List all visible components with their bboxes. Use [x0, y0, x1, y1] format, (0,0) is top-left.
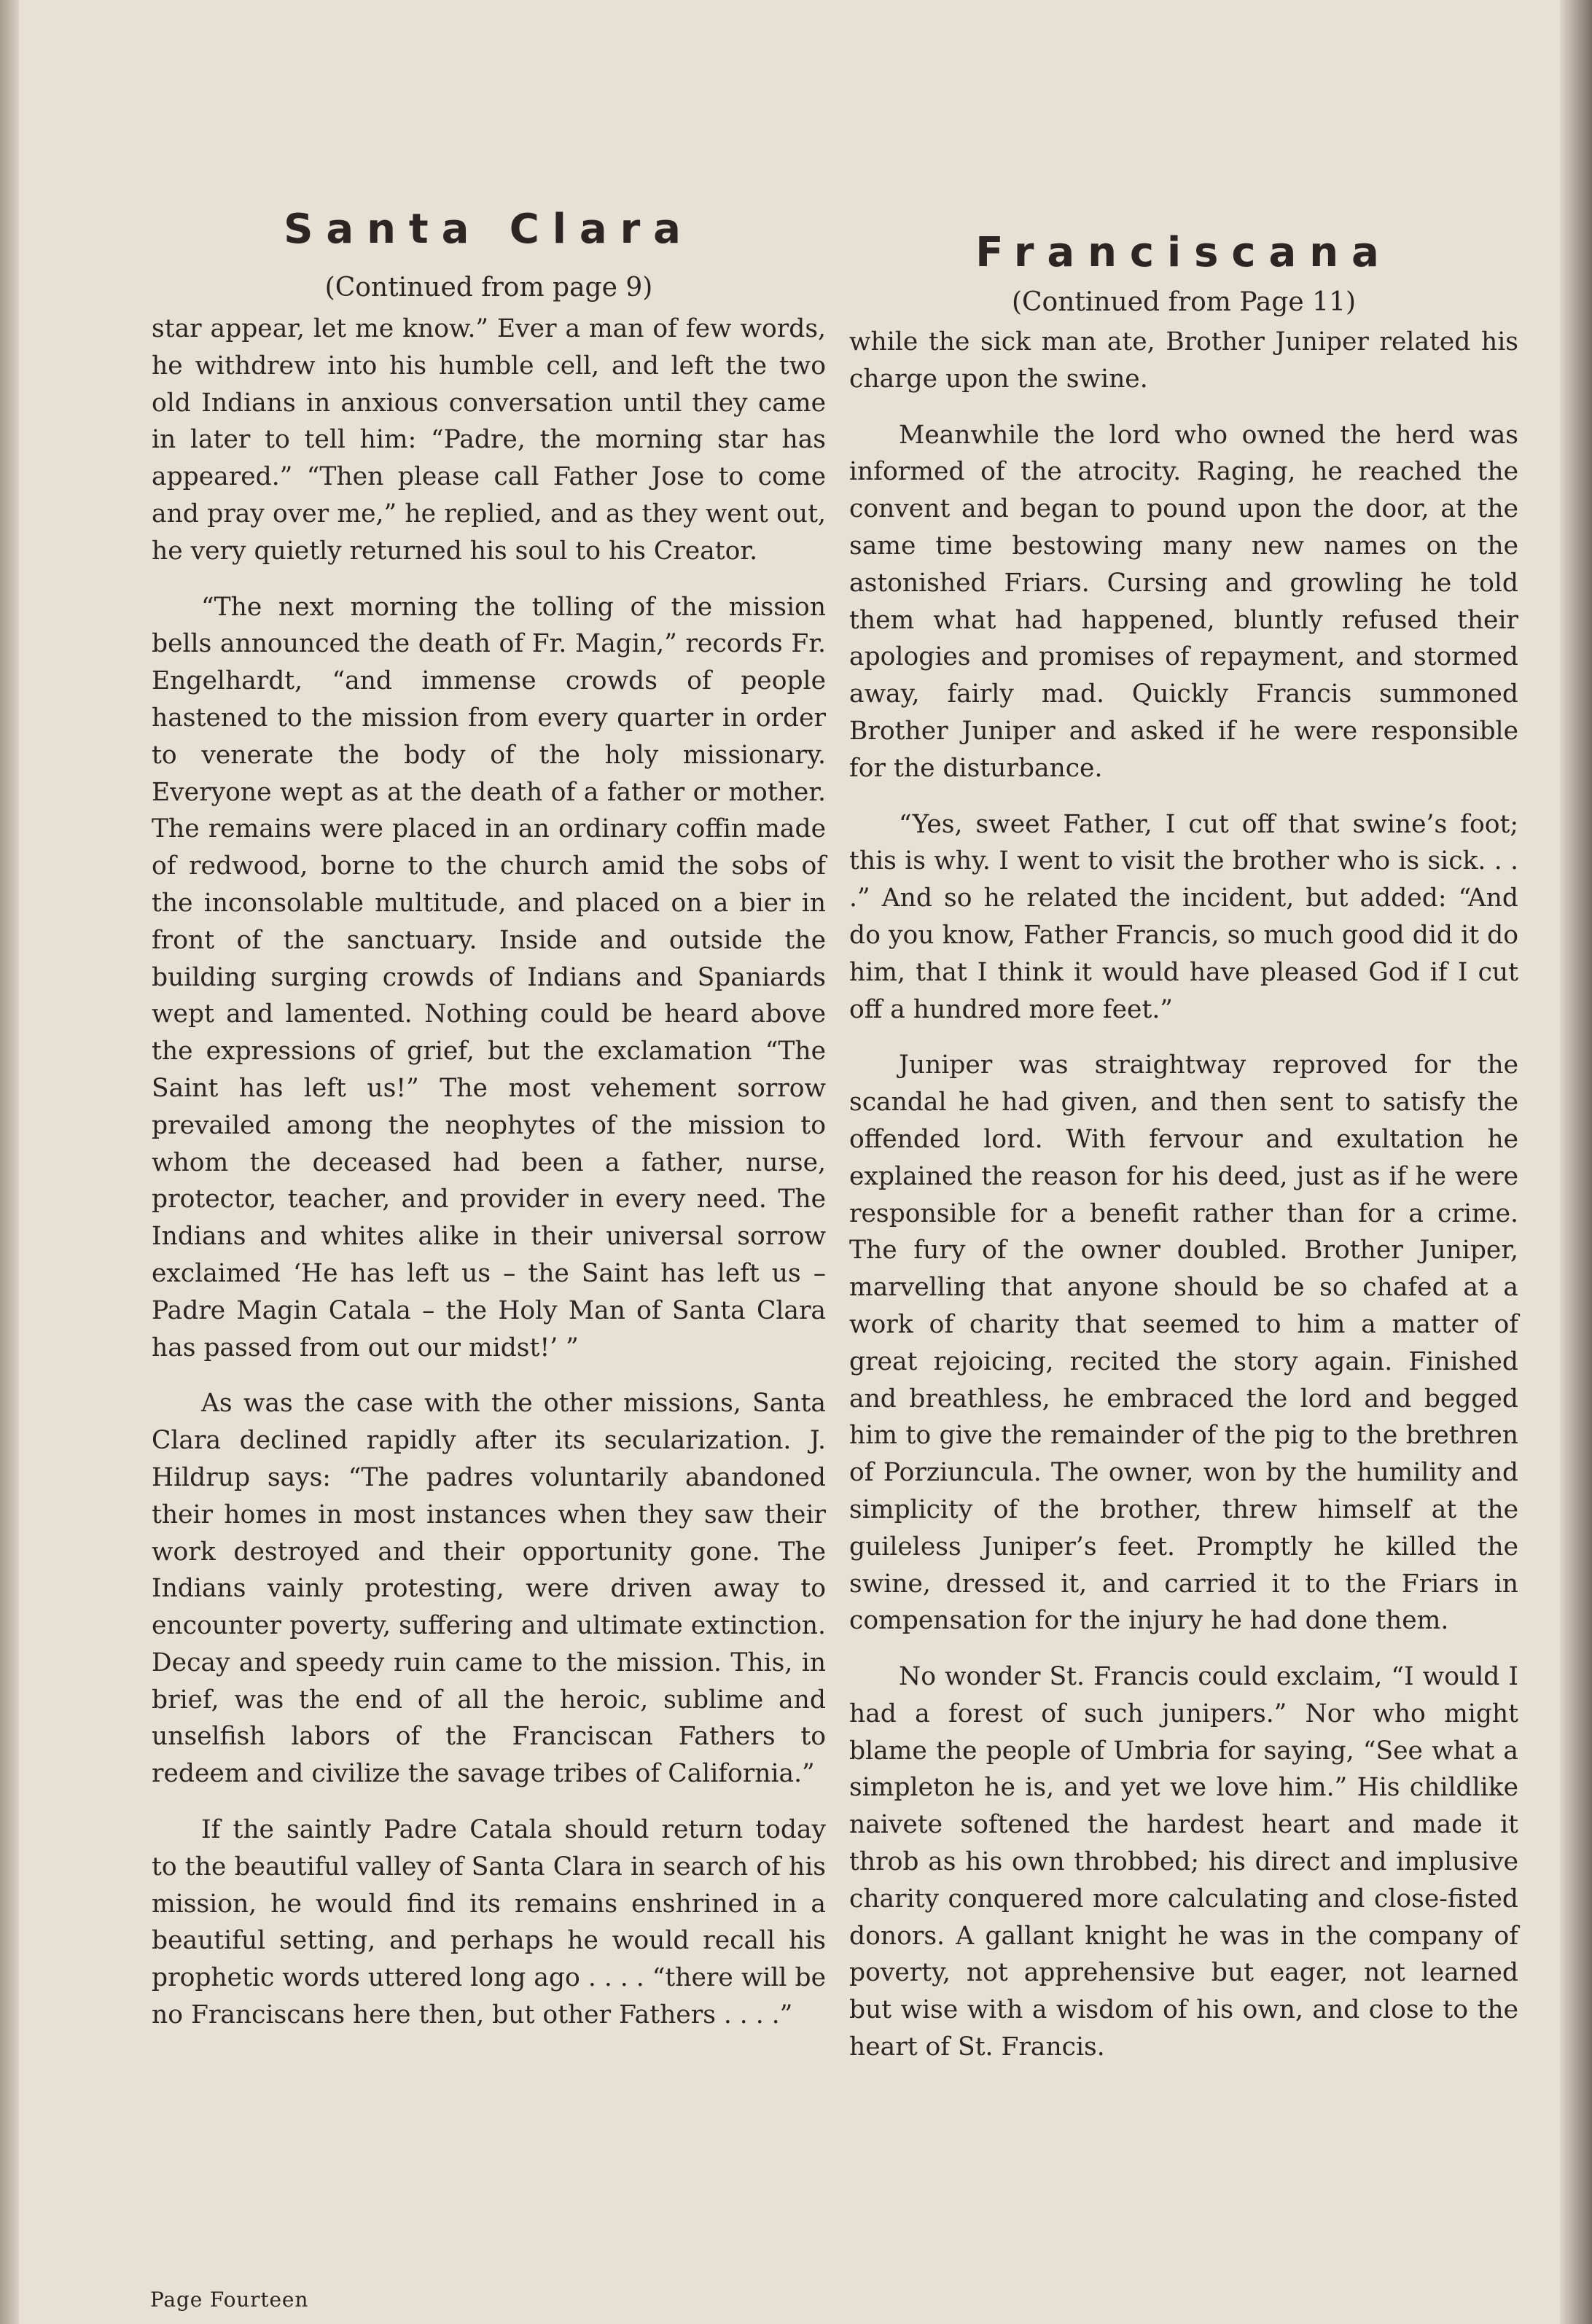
santa-clara-paragraph-2: “The next morning the tolling of the mission bells announced the death of Fr. Magin,” records Fr. Engelhardt, “and immense crowds of people hastened to the mission from every quarter in order to venerate the body of the holy missionary. Everyone wept as at the death of a father or mother. The remains were placed in an ordinary coffin made of redwood, borne to the church amid the sobs of the inconsolable multitude, and placed on a bier in front of the sanctuary. Inside and outside the building surging crowds of Indians and Spaniards wept and lamented. Nothing could be heard above the expressions of grief, but the exclamation “The Saint has left us!” The most vehement sorrow prevailed among the neophytes of the mission to whom the deceased had been a father, nurse, protector, teacher, and provider in every need. The Indians and whites alike in their universal sorrow exclaimed ‘He has left us – the Saint has left us – Padre Magin Catala – the Holy Man of Santa Clara has passed from out our midst!’ ”: [152, 592, 826, 1362]
franciscana-paragraph-4: Juniper was straightway reproved for the scandal he had given, and then sent to satisfy the offended lord. With fervour and exultation he explained the reason for his deed, just as if he were responsible for a benefit rather than for a crime. The fury of the owner doubled. Brother Juniper, marvelling that anyone should be so chafed at a work of charity that seemed to him a matter of great rejoicing, recited the story again. Finished and breathless, he embraced the lord and begged him to give the remainder of the pig to the brethren of Porziuncula. The owner, won by the humility and simplicity of the brother, threw himself at the guileless Juniper’s feet. Promptly he killed the swine, dressed it, and carried it to the Friars in compensation for the injury he had done them.: [849, 1050, 1518, 1636]
page-number-footer: Page Fourteen: [150, 2288, 309, 2312]
santa-clara-body: [152, 311, 826, 2053]
santa-clara-paragraph-1: star appear, let me know.” Ever a man of few words, he withdrew into his humble cell, and left the two old Indians in anxious conversation until they came in later to tell him: “Padre, the morning star has appeared.” “Then please call Father Jose to come and pray over me,” he replied, and as they went out, he very quietly returned his soul to his Creator.: [152, 314, 826, 566]
franciscana-continued-note: (Continued from Page 11): [1011, 287, 1357, 317]
santa-clara-continued-note: (Continued from page 9): [324, 273, 653, 303]
franciscana-paragraph-2: Meanwhile the lord who owned the herd was informed of the atrocity. Raging, he reached the convent and began to pound upon the door, at the same time bestowing many new names on the astonished Friars. Cursing and growling he told them what had happened, bluntly refused their apologies and promises of repayment, and stormed away, fairly mad. Quickly Francis summoned Brother Juniper and asked if he were responsible for the disturbance.: [849, 420, 1518, 783]
page-edge-left: [0, 0, 19, 2324]
santa-clara-title: Santa Clara: [284, 206, 694, 253]
franciscana-paragraph-3: “Yes, sweet Father, I cut off that swine’s foot; this is why. I went to visit the brother who is sick. . . .” And so he related the incident, but added: “And do you know, Father Francis, so much good did it do him, that I think it would have pleased God if I cut off a hundred more feet.”: [849, 809, 1518, 1024]
franciscana-paragraph-1: while the sick man ate, Brother Juniper related his charge upon the swine.: [849, 327, 1518, 394]
santa-clara-paragraph-3: As was the case with the other missions, Santa Clara declined rapidly after its secularization. J. Hildrup says: “The padres voluntarily abandoned their homes in most instances when they saw their work destroyed and their opportunity gone. The Indians vainly protesting, were driven away to encounter poverty, suffering and ultimate extinction. Decay and speedy ruin came to the mission. This, in brief, was the end of all the heroic, sublime and unselfish labors of the Franciscan Fathers to redeem and civilize the savage tribes of California.”: [152, 1389, 826, 1789]
franciscana-title: Franciscana: [975, 229, 1392, 276]
santa-clara-paragraph-4: If the saintly Padre Catala should return today to the beautiful valley of Santa Clara in search of his mission, he would find its remains enshrined in a beautiful setting, and perhaps he would recall his prophetic words uttered long ago . . . . “there will be no Franciscans here then, but other Fathers . . . .”: [152, 1815, 826, 2030]
page-edge-right: [1560, 0, 1592, 2324]
franciscana-paragraph-5: No wonder St. Francis could exclaim, “I would I had a forest of such junipers.” Nor who might blame the people of Umbria for saying, “See what a simpleton he is, and yet we love him.” His childlike naivete softened the hardest heart and made it throb as his own throbbed; his direct and implusive charity conquered more calculating and close-fisted donors. A gallant knight he was in the company of poverty, not apprehensive but eager, not learned but wise with a wisdom of his own, and close to the heart of St. Francis.: [849, 1662, 1518, 2062]
franciscana-body: [849, 324, 1518, 2085]
